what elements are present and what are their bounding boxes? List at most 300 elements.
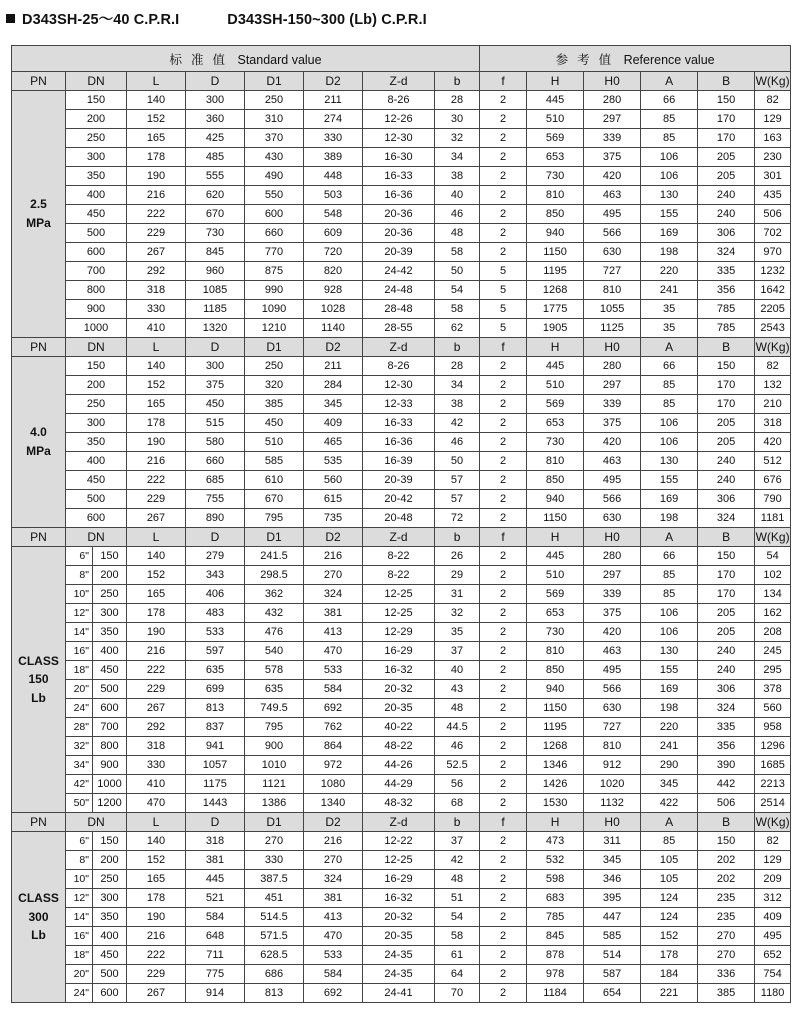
cell-d: 1057 xyxy=(186,756,245,775)
column-header-d: D xyxy=(186,528,245,547)
cell-h0: 339 xyxy=(584,395,641,414)
cell-a: 106 xyxy=(641,623,698,642)
cell-b: 240 xyxy=(698,661,755,680)
cell-d2: 470 xyxy=(304,642,363,661)
cell-h: 445 xyxy=(527,547,584,566)
cell-inch-size: 24" xyxy=(66,984,93,1003)
cell-d1: 1090 xyxy=(245,300,304,319)
cell-z-d: 16-36 xyxy=(363,433,435,452)
cell-b: 37 xyxy=(435,832,480,851)
cell-w-kg: 301 xyxy=(755,167,791,186)
cell-h: 810 xyxy=(527,642,584,661)
pn-group-label xyxy=(12,832,66,1003)
cell-d2: 548 xyxy=(304,205,363,224)
cell-l: 222 xyxy=(127,661,186,680)
cell-f: 2 xyxy=(480,110,527,129)
cell-dn: 450 xyxy=(93,946,127,965)
cell-l: 165 xyxy=(127,585,186,604)
column-header-h0: H0 xyxy=(584,813,641,832)
cell-h0: 810 xyxy=(584,737,641,756)
cell-d1: 749.5 xyxy=(245,699,304,718)
cell-w-kg: 129 xyxy=(755,851,791,870)
cell-h: 510 xyxy=(527,566,584,585)
cell-f: 2 xyxy=(480,205,527,224)
cell-a: 105 xyxy=(641,870,698,889)
cell-d1: 450 xyxy=(245,414,304,433)
table-row xyxy=(12,547,791,566)
cell-z-d: 8-22 xyxy=(363,566,435,585)
cell-b: 390 xyxy=(698,756,755,775)
table-row xyxy=(12,395,791,414)
cell-d: 1085 xyxy=(186,281,245,300)
cell-f: 5 xyxy=(480,262,527,281)
cell-l: 222 xyxy=(127,205,186,224)
cell-f: 2 xyxy=(480,243,527,262)
cell-d1: 370 xyxy=(245,129,304,148)
cell-d2: 381 xyxy=(304,889,363,908)
cell-f: 2 xyxy=(480,224,527,243)
cell-f: 2 xyxy=(480,604,527,623)
cell-d1: 795 xyxy=(245,718,304,737)
cell-w-kg: 209 xyxy=(755,870,791,889)
table-row xyxy=(12,642,791,661)
cell-dn: 600 xyxy=(93,699,127,718)
cell-d: 483 xyxy=(186,604,245,623)
table-row xyxy=(12,433,791,452)
cell-w-kg: 652 xyxy=(755,946,791,965)
cell-dn: 600 xyxy=(93,984,127,1003)
cell-h: 1150 xyxy=(527,243,584,262)
cell-d2: 389 xyxy=(304,148,363,167)
cell-h: 1184 xyxy=(527,984,584,1003)
cell-b: 48 xyxy=(435,699,480,718)
cell-h0: 280 xyxy=(584,357,641,376)
cell-f: 2 xyxy=(480,414,527,433)
cell-a: 221 xyxy=(641,984,698,1003)
cell-h: 569 xyxy=(527,585,584,604)
cell-b: 61 xyxy=(435,946,480,965)
cell-h0: 630 xyxy=(584,243,641,262)
table-row xyxy=(12,509,791,528)
cell-a: 198 xyxy=(641,699,698,718)
cell-a: 85 xyxy=(641,110,698,129)
cell-d: 555 xyxy=(186,167,245,186)
cell-h: 1905 xyxy=(527,319,584,338)
cell-h0: 297 xyxy=(584,566,641,585)
column-header-row xyxy=(12,72,791,91)
cell-f: 2 xyxy=(480,452,527,471)
cell-b: 54 xyxy=(435,908,480,927)
cell-d2: 270 xyxy=(304,851,363,870)
column-header-z-d: Z-d xyxy=(363,528,435,547)
cell-h0: 727 xyxy=(584,262,641,281)
cell-d1: 362 xyxy=(245,585,304,604)
cell-a: 220 xyxy=(641,262,698,281)
cell-b: 235 xyxy=(698,908,755,927)
cell-f: 2 xyxy=(480,984,527,1003)
cell-d2: 928 xyxy=(304,281,363,300)
cell-dn: 200 xyxy=(93,851,127,870)
cell-f: 2 xyxy=(480,927,527,946)
cell-h: 850 xyxy=(527,205,584,224)
cell-dn: 1000 xyxy=(66,319,127,338)
cell-a: 106 xyxy=(641,167,698,186)
cell-d1: 571.5 xyxy=(245,927,304,946)
cell-a: 85 xyxy=(641,129,698,148)
cell-b: 35 xyxy=(435,623,480,642)
table-row xyxy=(12,737,791,756)
table-row xyxy=(12,167,791,186)
cell-z-d: 12-33 xyxy=(363,395,435,414)
column-header-d1: D1 xyxy=(245,813,304,832)
cell-z-d: 28-55 xyxy=(363,319,435,338)
cell-h: 978 xyxy=(527,965,584,984)
cell-w-kg: 1180 xyxy=(755,984,791,1003)
cell-a: 105 xyxy=(641,851,698,870)
cell-f: 2 xyxy=(480,889,527,908)
cell-f: 2 xyxy=(480,832,527,851)
cell-f: 2 xyxy=(480,167,527,186)
cell-w-kg: 134 xyxy=(755,585,791,604)
cell-d: 406 xyxy=(186,585,245,604)
cell-a: 106 xyxy=(641,148,698,167)
cell-h0: 297 xyxy=(584,376,641,395)
cell-h: 850 xyxy=(527,661,584,680)
cell-d: 445 xyxy=(186,870,245,889)
cell-d2: 560 xyxy=(304,471,363,490)
cell-b: 306 xyxy=(698,490,755,509)
cell-d1: 600 xyxy=(245,205,304,224)
cell-dn: 600 xyxy=(66,243,127,262)
cell-d1: 1010 xyxy=(245,756,304,775)
cell-b: 150 xyxy=(698,832,755,851)
pn-group-label xyxy=(12,91,66,338)
cell-b: 48 xyxy=(435,870,480,889)
cell-dn: 1000 xyxy=(93,775,127,794)
cell-dn: 200 xyxy=(93,566,127,585)
cell-dn: 400 xyxy=(66,452,127,471)
cell-b: 205 xyxy=(698,148,755,167)
cell-a: 184 xyxy=(641,965,698,984)
cell-dn: 400 xyxy=(93,927,127,946)
pn-label-line: MPa xyxy=(26,444,51,458)
table-row xyxy=(12,452,791,471)
cell-l: 292 xyxy=(127,718,186,737)
cell-d2: 216 xyxy=(304,547,363,566)
table-row xyxy=(12,661,791,680)
cell-d2: 762 xyxy=(304,718,363,737)
column-header-h0: H0 xyxy=(584,528,641,547)
cell-z-d: 20-32 xyxy=(363,908,435,927)
cell-a: 85 xyxy=(641,566,698,585)
bullet-square-icon xyxy=(6,14,15,23)
cell-a: 152 xyxy=(641,927,698,946)
cell-dn: 700 xyxy=(66,262,127,281)
cell-d: 300 xyxy=(186,357,245,376)
cell-d: 300 xyxy=(186,91,245,110)
cell-f: 2 xyxy=(480,490,527,509)
cell-b: 205 xyxy=(698,414,755,433)
cell-d: 711 xyxy=(186,946,245,965)
cell-l: 222 xyxy=(127,471,186,490)
cell-a: 169 xyxy=(641,680,698,699)
cell-d1: 550 xyxy=(245,186,304,205)
cell-dn: 150 xyxy=(93,832,127,851)
cell-w-kg: 163 xyxy=(755,129,791,148)
cell-b: 64 xyxy=(435,965,480,984)
cell-h0: 345 xyxy=(584,851,641,870)
table-row xyxy=(12,832,791,851)
cell-h0: 566 xyxy=(584,680,641,699)
column-header-row xyxy=(12,338,791,357)
cell-b: 72 xyxy=(435,509,480,528)
column-header-b: b xyxy=(435,528,480,547)
table-row xyxy=(12,680,791,699)
cell-d: 813 xyxy=(186,699,245,718)
cell-b: 442 xyxy=(698,775,755,794)
cell-a: 290 xyxy=(641,756,698,775)
cell-a: 155 xyxy=(641,205,698,224)
cell-h: 878 xyxy=(527,946,584,965)
cell-h: 653 xyxy=(527,148,584,167)
cell-d2: 211 xyxy=(304,357,363,376)
cell-b: 240 xyxy=(698,186,755,205)
cell-w-kg: 2205 xyxy=(755,300,791,319)
cell-z-d: 12-25 xyxy=(363,851,435,870)
cell-dn: 800 xyxy=(93,737,127,756)
cell-l: 216 xyxy=(127,452,186,471)
cell-d: 670 xyxy=(186,205,245,224)
column-header-l: L xyxy=(127,338,186,357)
cell-dn: 350 xyxy=(93,623,127,642)
cell-b: 62 xyxy=(435,319,480,338)
column-header-f: f xyxy=(480,72,527,91)
cell-l: 216 xyxy=(127,186,186,205)
column-header-pn: PN xyxy=(12,72,66,91)
cell-b: 50 xyxy=(435,262,480,281)
cell-f: 2 xyxy=(480,661,527,680)
cell-h: 1195 xyxy=(527,262,584,281)
cell-d2: 284 xyxy=(304,376,363,395)
cell-b: 324 xyxy=(698,243,755,262)
cell-w-kg: 230 xyxy=(755,148,791,167)
cell-b: 58 xyxy=(435,927,480,946)
cell-a: 66 xyxy=(641,357,698,376)
cell-d1: 320 xyxy=(245,376,304,395)
cell-w-kg: 512 xyxy=(755,452,791,471)
cell-dn: 900 xyxy=(66,300,127,319)
column-header-dn: DN xyxy=(66,338,127,357)
cell-b: 240 xyxy=(698,471,755,490)
cell-d: 775 xyxy=(186,965,245,984)
cell-b: 324 xyxy=(698,699,755,718)
cell-inch-size: 18" xyxy=(66,661,93,680)
cell-h0: 463 xyxy=(584,186,641,205)
cell-h: 683 xyxy=(527,889,584,908)
cell-d2: 615 xyxy=(304,490,363,509)
cell-d: 890 xyxy=(186,509,245,528)
cell-h: 569 xyxy=(527,129,584,148)
cell-d: 515 xyxy=(186,414,245,433)
column-header-b: B xyxy=(698,72,755,91)
cell-h0: 566 xyxy=(584,224,641,243)
cell-h: 940 xyxy=(527,224,584,243)
cell-dn: 600 xyxy=(66,509,127,528)
cell-d2: 1080 xyxy=(304,775,363,794)
cell-h: 1530 xyxy=(527,794,584,813)
cell-w-kg: 2514 xyxy=(755,794,791,813)
cell-b: 306 xyxy=(698,680,755,699)
cell-l: 410 xyxy=(127,319,186,338)
cell-w-kg: 295 xyxy=(755,661,791,680)
cell-f: 2 xyxy=(480,718,527,737)
table-row xyxy=(12,927,791,946)
cell-inch-size: 14" xyxy=(66,623,93,642)
cell-inch-size: 10" xyxy=(66,585,93,604)
cell-h0: 339 xyxy=(584,129,641,148)
cell-b: 306 xyxy=(698,224,755,243)
cell-d2: 972 xyxy=(304,756,363,775)
cell-l: 165 xyxy=(127,870,186,889)
column-header-d1: D1 xyxy=(245,338,304,357)
pn-label-line: CLASS xyxy=(18,653,59,668)
cell-b: 28 xyxy=(435,91,480,110)
column-header-f: f xyxy=(480,338,527,357)
cell-l: 190 xyxy=(127,167,186,186)
cell-w-kg: 312 xyxy=(755,889,791,908)
column-header-d2: D2 xyxy=(304,813,363,832)
cell-inch-size: 6" xyxy=(66,832,93,851)
cell-inch-size: 10" xyxy=(66,870,93,889)
column-header-b: B xyxy=(698,528,755,547)
cell-d1: 686 xyxy=(245,965,304,984)
cell-z-d: 16-29 xyxy=(363,870,435,889)
pn-label-line: MPa xyxy=(26,216,51,230)
cell-f: 2 xyxy=(480,471,527,490)
cell-d2: 330 xyxy=(304,129,363,148)
cell-l: 152 xyxy=(127,376,186,395)
pn-label-line: 2.5 xyxy=(30,197,47,212)
cell-z-d: 20-39 xyxy=(363,471,435,490)
cell-b: 335 xyxy=(698,718,755,737)
cell-z-d: 44-29 xyxy=(363,775,435,794)
cell-b: 52.5 xyxy=(435,756,480,775)
cell-h0: 463 xyxy=(584,452,641,471)
cell-z-d: 24-35 xyxy=(363,965,435,984)
cell-dn: 200 xyxy=(66,110,127,129)
cell-d: 1185 xyxy=(186,300,245,319)
cell-l: 470 xyxy=(127,794,186,813)
cell-d2: 535 xyxy=(304,452,363,471)
table-row xyxy=(12,471,791,490)
cell-dn: 700 xyxy=(93,718,127,737)
cell-d: 660 xyxy=(186,452,245,471)
cell-d2: 720 xyxy=(304,243,363,262)
cell-inch-size: 6" xyxy=(66,547,93,566)
cell-l: 178 xyxy=(127,604,186,623)
cell-d: 1175 xyxy=(186,775,245,794)
cell-d1: 432 xyxy=(245,604,304,623)
cell-f: 2 xyxy=(480,794,527,813)
cell-d1: 514.5 xyxy=(245,908,304,927)
cell-b: 270 xyxy=(698,946,755,965)
cell-d: 521 xyxy=(186,889,245,908)
cell-l: 267 xyxy=(127,984,186,1003)
cell-a: 35 xyxy=(641,300,698,319)
cell-b: 205 xyxy=(698,623,755,642)
cell-a: 124 xyxy=(641,889,698,908)
title-right: D343SH-150~300 (Lb) C.P.R.I xyxy=(227,12,427,28)
cell-h: 730 xyxy=(527,167,584,186)
column-header-a: A xyxy=(641,72,698,91)
cell-d: 450 xyxy=(186,395,245,414)
cell-h: 510 xyxy=(527,376,584,395)
cell-h: 1150 xyxy=(527,699,584,718)
cell-z-d: 40-22 xyxy=(363,718,435,737)
column-header-b: B xyxy=(698,338,755,357)
cell-b: 37 xyxy=(435,642,480,661)
cell-w-kg: 132 xyxy=(755,376,791,395)
cell-h: 940 xyxy=(527,490,584,509)
cell-d1: 1210 xyxy=(245,319,304,338)
cell-d2: 1140 xyxy=(304,319,363,338)
cell-d2: 1340 xyxy=(304,794,363,813)
column-header-l: L xyxy=(127,813,186,832)
cell-z-d: 48-32 xyxy=(363,794,435,813)
cell-f: 2 xyxy=(480,737,527,756)
reference-value-header: 参考值 Reference value xyxy=(480,46,791,72)
cell-d1: 578 xyxy=(245,661,304,680)
cell-d2: 584 xyxy=(304,680,363,699)
column-header-z-d: Z-d xyxy=(363,338,435,357)
cell-inch-size: 50" xyxy=(66,794,93,813)
pn-label-line: 300 xyxy=(28,909,49,924)
cell-d: 381 xyxy=(186,851,245,870)
cell-b: 56 xyxy=(435,775,480,794)
cell-h0: 1055 xyxy=(584,300,641,319)
title-left: D343SH-25～40 C.P.R.I xyxy=(22,12,180,28)
cell-a: 85 xyxy=(641,832,698,851)
cell-w-kg: 82 xyxy=(755,91,791,110)
cell-d1: 387.5 xyxy=(245,870,304,889)
cell-w-kg: 1181 xyxy=(755,509,791,528)
table-row xyxy=(12,91,791,110)
cell-inch-size: 20" xyxy=(66,680,93,699)
cell-l: 267 xyxy=(127,509,186,528)
cell-l: 140 xyxy=(127,357,186,376)
column-header-h: H xyxy=(527,72,584,91)
cell-h0: 587 xyxy=(584,965,641,984)
cell-d: 425 xyxy=(186,129,245,148)
cell-d1: 813 xyxy=(245,984,304,1003)
cell-h0: 463 xyxy=(584,642,641,661)
cell-h: 653 xyxy=(527,604,584,623)
cell-l: 292 xyxy=(127,262,186,281)
column-header-dn: DN xyxy=(66,528,127,547)
cell-d2: 533 xyxy=(304,661,363,680)
cell-d1: 875 xyxy=(245,262,304,281)
cell-d: 685 xyxy=(186,471,245,490)
cell-w-kg: 506 xyxy=(755,205,791,224)
cell-b: 356 xyxy=(698,281,755,300)
column-header-a: A xyxy=(641,528,698,547)
cell-l: 152 xyxy=(127,851,186,870)
table-row xyxy=(12,262,791,281)
cell-h0: 585 xyxy=(584,927,641,946)
cell-dn: 1200 xyxy=(93,794,127,813)
cell-b: 40 xyxy=(435,661,480,680)
cell-b: 38 xyxy=(435,395,480,414)
